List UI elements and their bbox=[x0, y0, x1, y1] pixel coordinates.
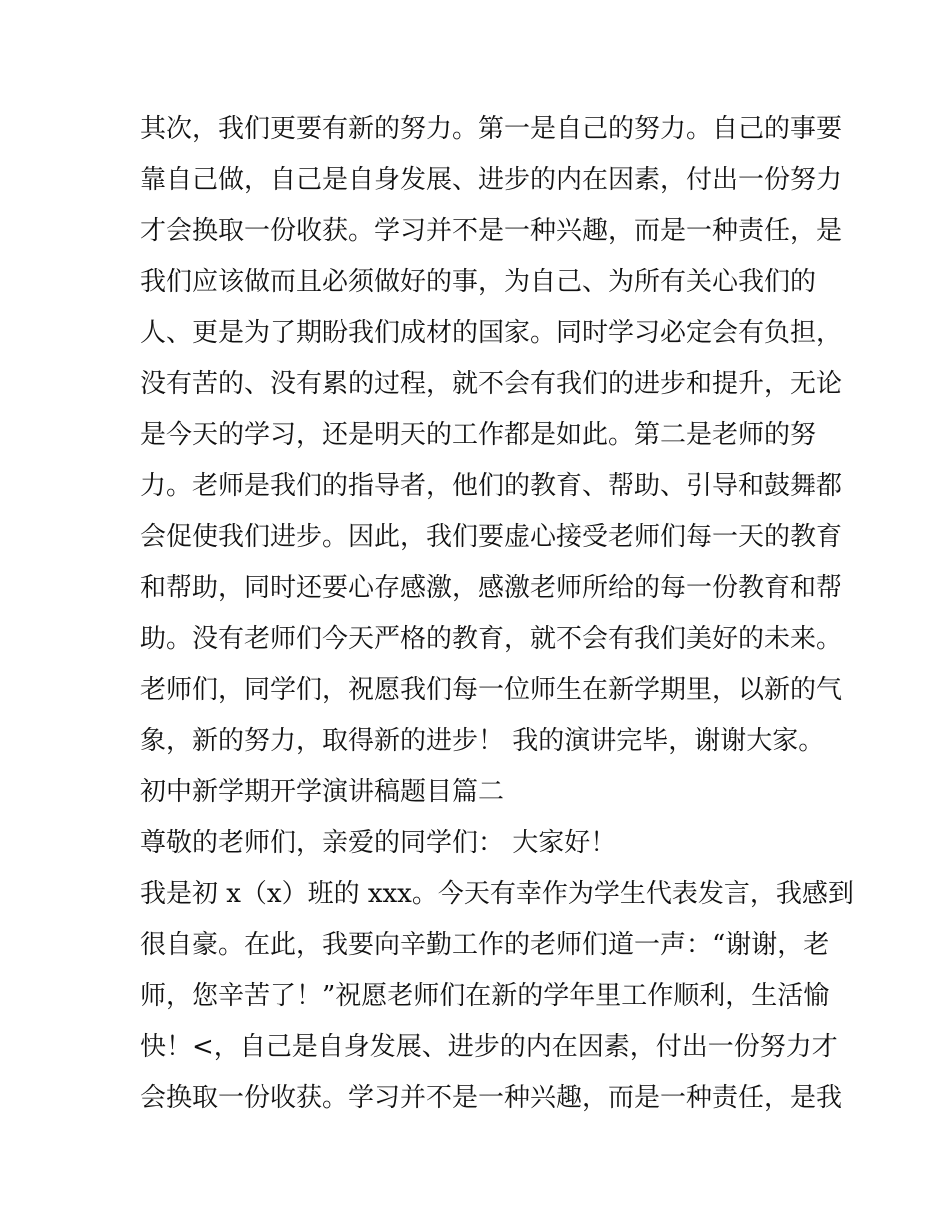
body-text bbox=[140, 104, 854, 1124]
text-line: 靠自己做，自己是自身发展、进步的内在因素，付出一份努力 bbox=[140, 165, 843, 195]
text-line: 助。没有老师们今天严格的教育，就不会有我们美好的未来。 bbox=[140, 624, 843, 654]
text-line: 师，您辛苦了！”祝愿老师们在新的学年里工作顺利，生活愉 bbox=[140, 981, 830, 1011]
text-line: 快！<，自己是自身发展、进步的内在因素，付出一份努力才 bbox=[140, 1032, 838, 1062]
text-line: 和帮助，同时还要心存感激，感激老师所给的每一份教育和帮 bbox=[140, 573, 843, 603]
text-line: 象，新的努力，取得新的进步！ 我的演讲完毕，谢谢大家。 bbox=[140, 726, 825, 756]
text-line: 没有苦的、没有累的过程，就不会有我们的进步和提升，无论 bbox=[140, 369, 843, 399]
text-line: 我是初 x（x）班的 xxx。今天有幸作为学生代表发言，我感到 bbox=[140, 879, 854, 909]
text-line: 会促使我们进步。因此，我们要虚心接受老师们每一天的教育 bbox=[140, 522, 843, 552]
text-line: 才会换取一份收获。学习并不是一种兴趣，而是一种责任，是 bbox=[140, 216, 843, 246]
section-heading: 初中新学期开学演讲稿题目篇二 bbox=[140, 777, 505, 807]
text-line: 会换取一份收获。学习并不是一种兴趣，而是一种责任，是我 bbox=[140, 1083, 843, 1113]
text-line: 是今天的学习，还是明天的工作都是如此。第二是老师的努 bbox=[140, 420, 817, 450]
text-line: 力。老师是我们的指导者，他们的教育、帮助、引导和鼓舞都 bbox=[140, 471, 843, 501]
text-line: 人、更是为了期盼我们成材的国家。同时学习必定会有负担， bbox=[140, 318, 843, 348]
greeting-line: 尊敬的老师们，亲爱的同学们： 大家好！ bbox=[140, 828, 617, 858]
text-line: 老师们，同学们，祝愿我们每一位师生在新学期里，以新的气 bbox=[140, 675, 843, 705]
text-line: 我们应该做而且必须做好的事，为自己、为所有关心我们的 bbox=[140, 267, 817, 297]
text-line: 很自豪。在此，我要向辛勤工作的老师们道一声：“谢谢，老 bbox=[140, 930, 830, 960]
text-line: 其次，我们更要有新的努力。第一是自己的努力。自己的事要 bbox=[140, 114, 843, 144]
